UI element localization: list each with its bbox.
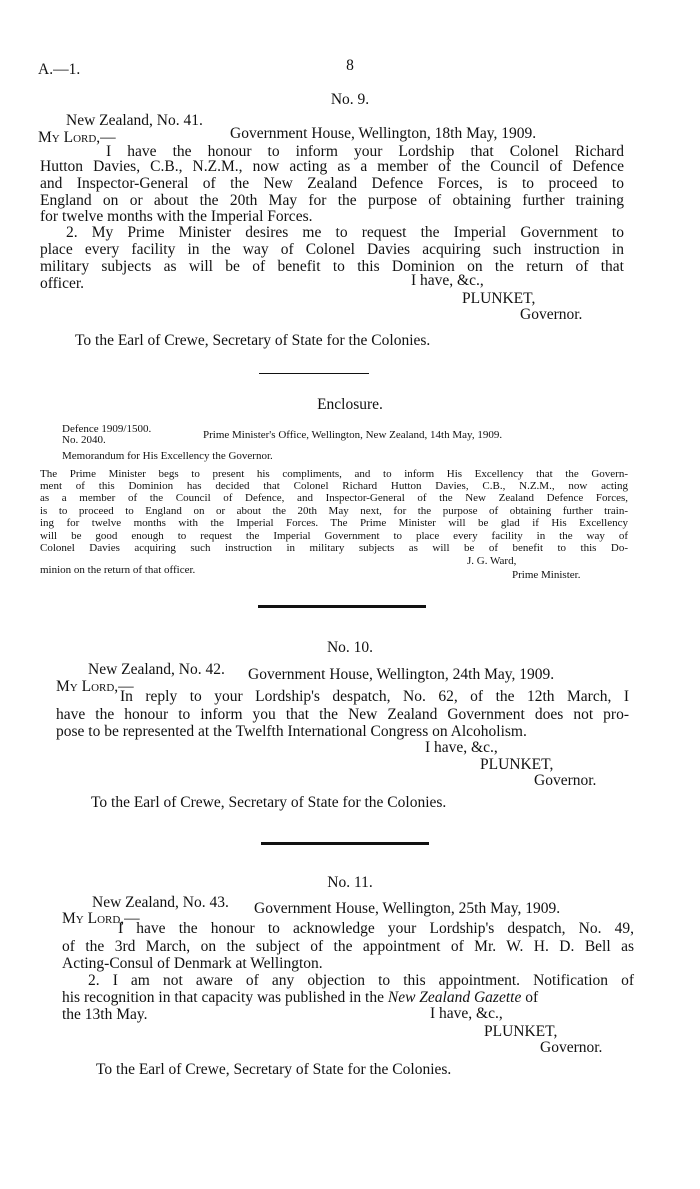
letter-line: I have the honour to inform your Lordship that Colonel Richard (106, 143, 624, 160)
letter-line: his recognition in that capacity was published in the (62, 989, 384, 1006)
letter-number: No. 11. (327, 874, 373, 891)
memo-line: is to proceed to England on or about the 20th May next, for the purpose of obtaining further train- (40, 505, 628, 517)
letter-from: New Zealand, No. 41. (66, 112, 203, 129)
letter-line: pose to be represented at the Twelfth International Congress on Alcoholism. (56, 723, 527, 740)
signature: PLUNKET, (462, 290, 536, 307)
gazette-name: New Zealand Gazette (387, 989, 522, 1006)
letter-line: the 13th May. (62, 1006, 148, 1023)
letter-line: have the honour to inform you that the New Zealand Government does not pro- (56, 706, 629, 723)
addressee: To the Earl of Crewe, Secretary of State for the Colonies. (75, 332, 431, 349)
signer-title: Governor. (540, 1039, 603, 1056)
addressee: To the Earl of Crewe, Secretary of State for the Colonies. (96, 1061, 452, 1078)
letter-line-with-gazette (62, 990, 538, 1006)
memo-line: will be good enough to request the Imperial Government to place every facility in the way of (40, 530, 628, 542)
letter-line: In reply to your Lordship's despatch, No. 62, of the 12th March, I (120, 688, 629, 705)
short-divider (259, 373, 369, 374)
thick-divider (258, 605, 426, 608)
letter-line: officer. (40, 275, 85, 292)
memo-line: as a member of the Council of Defence, and Inspector-General of the New Zealand Defence Forces, (40, 492, 628, 504)
memo-line: The Prime Minister begs to present his compliments, and to inform His Excellency that the Govern- (40, 468, 628, 480)
letter-from: New Zealand, No. 42. (88, 661, 225, 678)
signature: PLUNKET, (480, 756, 554, 773)
closing: I have, &c., (425, 739, 498, 756)
memo-title: Memorandum for His Excellency the Governor. (62, 450, 273, 462)
thick-divider (261, 842, 429, 845)
letter-line: 2. My Prime Minister desires me to request the Imperial Government to (66, 224, 624, 241)
letter-line: 2. I am not aware of any objection to this appointment. Notification of (88, 972, 634, 989)
letter-line: of the 3rd March, on the subject of the appointment of Mr. W. H. D. Bell as (62, 938, 634, 955)
closing: I have, &c., (430, 1005, 503, 1022)
letter-line: Hutton Davies, C.B., N.Z.M., now acting as a member of the Council of Defence (40, 158, 624, 175)
letter-line: I have the honour to acknowledge your Lordship's despatch, No. 49, (118, 920, 634, 937)
place-date: Government House, Wellington, 24th May, 1909. (248, 666, 555, 683)
enclosure-ref: Defence 1909/1500. (62, 423, 152, 435)
signer-title: Governor. (520, 306, 583, 323)
enclosure-heading: Enclosure. (317, 396, 383, 413)
memo-line: Colonel Davies acquiring such instruction in military subjects as will be of benefit to this Do- (40, 542, 628, 554)
addressee: To the Earl of Crewe, Secretary of State for the Colonies. (91, 794, 447, 811)
memo-line: ment of this Dominion has decided that Colonel Richard Hutton Davies, C.B., N.Z.M., now acting (40, 480, 628, 492)
salutation: My Lord,— (56, 678, 134, 695)
letter-line: military subjects as will be of benefit to this Dominion on the return of that (40, 258, 624, 275)
memo-signer: J. G. Ward, (467, 555, 517, 567)
letter-number: No. 10. (326, 639, 374, 656)
memo-line: ing for twelve months with the Imperial Forces. The Prime Minister will be glad if His Excellency (40, 517, 628, 529)
salutation: My Lord,— (62, 910, 140, 927)
place-date: Government House, Wellington, 18th May, 1909. (230, 125, 537, 142)
memo-signer-title: Prime Minister. (512, 569, 581, 581)
letter-line: for twelve months with the Imperial Forces. (40, 208, 313, 225)
salutation: My Lord,— (38, 129, 116, 146)
page-number: 8 (346, 57, 354, 74)
document-reference: A.—1. (38, 61, 81, 78)
closing: I have, &c., (411, 272, 484, 289)
place-date: Government House, Wellington, 25th May, 1909. (254, 900, 561, 917)
memo-line: minion on the return of that officer. (40, 564, 196, 576)
letter-number: No. 9. (330, 91, 370, 108)
letter-from: New Zealand, No. 43. (92, 894, 229, 911)
signature: PLUNKET, (484, 1023, 558, 1040)
letter-line: Acting-Consul of Denmark at Wellington. (62, 955, 323, 972)
office-date: Prime Minister's Office, Wellington, New Zealand, 14th May, 1909. (203, 429, 503, 441)
enclosure-ref: No. 2040. (62, 434, 106, 446)
gazette-after: of (521, 989, 539, 1006)
letter-line: England on or about the 20th May for the purpose of obtaining further training (40, 192, 624, 209)
letter-line: place every facility in the way of Colonel Davies acquiring such instruction in (40, 241, 624, 258)
signer-title: Governor. (534, 772, 597, 789)
letter-line: and Inspector-General of the New Zealand Defence Forces, is to proceed to (40, 175, 624, 192)
